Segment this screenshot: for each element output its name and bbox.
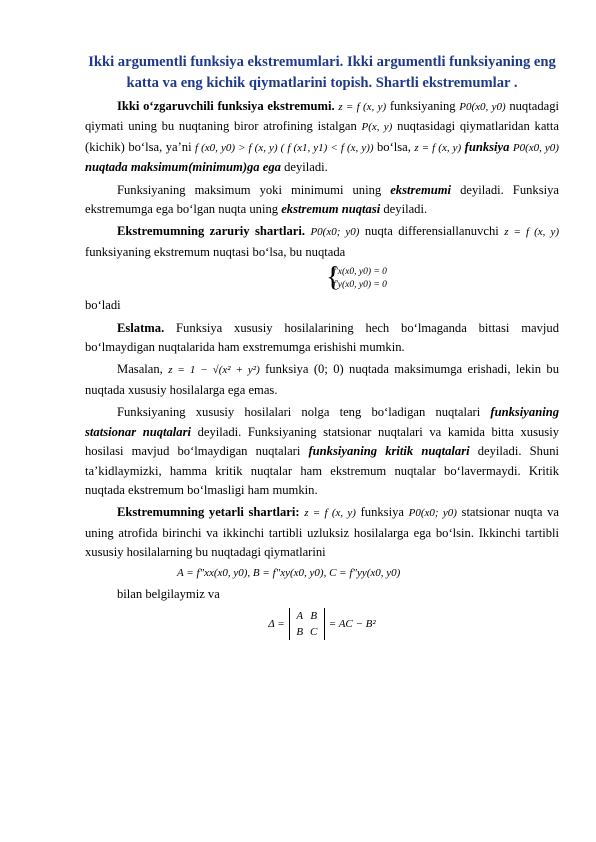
text: funksiya (0; 0) nuqtada maksimumga erishadi, lekin bu nuqtada xususiy hosilalarga ega emas. — [85, 362, 560, 397]
text: funksiyaning ekstremum nuqtasi bo‘lsa, bu nuqtada — [85, 244, 346, 259]
matrix-cell: C — [310, 625, 318, 638]
formula: z = f (x, y) — [414, 141, 462, 154]
document-page — [85, 52, 559, 644]
formula: z = f (x, y) — [304, 507, 356, 520]
matrix — [289, 608, 325, 640]
formula: P0(x0, y0) — [512, 141, 559, 154]
section-heading: Ekstremumning yetarli shartlari: — [117, 505, 300, 520]
text: nuqtasidagi qiymatlaridan katta (kichik) bo‘lsa, ya’ni — [85, 119, 559, 154]
formula: z = f (x, y) — [338, 101, 387, 113]
paragraph-definition — [85, 97, 559, 178]
paragraph-necessary — [85, 222, 559, 262]
definition-heading: Ikki o‘zgaruvchili funksiya ekstremumi. — [117, 99, 335, 113]
section-heading: Ekstremumning zaruriy shartlari. — [117, 224, 305, 239]
text: nuqtadagi qiymati uning bu nuqtaning biror atrofining istalgan — [85, 99, 559, 134]
term: ekstremum nuqtasi — [281, 202, 381, 217]
paragraph-extremum — [85, 181, 559, 220]
text: funksiya — [355, 505, 409, 520]
paragraph-sufficient — [85, 503, 559, 562]
formula: P0(x0; y0) — [310, 226, 360, 239]
text: Funksiyaning xususiy hosilalari nolga teng bo‘ladigan nuqtalari — [117, 405, 491, 420]
formula: P(x, y) — [361, 121, 393, 134]
brace-icon: { — [326, 262, 340, 294]
matrix-cell: B — [296, 625, 304, 638]
text: Funksiyaning maksimum yoki minimumi uning — [117, 182, 391, 197]
term: ekstremumi — [390, 182, 452, 197]
equation: f′x(x0, y0) = 0 — [333, 267, 387, 278]
paragraph-stationary — [85, 403, 559, 500]
delta-symbol: Δ = — [268, 617, 285, 630]
page-title: Ikki argumentli funksiya ekstremumlari. Ikki argumentli funksiyaning eng katta va eng kichik qiymatlarini topish. Shartli ekstremumlar . — [88, 54, 556, 91]
formula: z = 1 − √(x² + y²) — [168, 364, 260, 377]
text: bo‘lsa, — [373, 139, 415, 154]
text-line: bo‘ladi — [85, 298, 121, 313]
equation-system — [85, 262, 559, 296]
text: statsionar nuqta va uning atrofida birinchi va ikkinchi tartibli uzluksiz hosilalarga ega bo‘lsin. Ikkinchi tartibli xususiy hosilalarning bu nuqtadagi qiymatlarini — [85, 505, 559, 560]
text: Funksiya xususiy hosilalarining hech bo‘lmaganda bittasi mavjud bo‘lmaydigan nuqtalarida ham exstremumga erishishi mumkin. — [85, 320, 559, 355]
term: funksiyaning statsionar nuqtalari — [85, 405, 559, 439]
text: deyiladi. Funksiyaning statsionar nuqtalari va kamida bitta xususiy hosilasi mavjud bo‘lmaydigan nuqtalari — [85, 424, 559, 459]
text: deyiladi. Shuni ta’kidlaymizki, hamma kritik nuqtalar ham ekstremum nuqtalar bo‘lavermaydi. Kritik nuqtada ekstremum bo‘lmasligi ham mumkin. — [85, 444, 559, 497]
paragraph-example — [85, 360, 559, 400]
system-block — [326, 262, 387, 294]
text: funksiyaning — [386, 99, 460, 113]
text: deyiladi. — [280, 160, 328, 175]
formula: z = f (x, y) — [504, 226, 559, 239]
emphasis-text: funksiya — [461, 139, 513, 154]
formula: P0(x0, y0) — [459, 101, 506, 113]
determinant-formula — [85, 608, 559, 640]
matrix-cell: B — [310, 609, 318, 622]
text-line: bilan belgilaymiz va — [117, 586, 220, 601]
text: deyiladi. — [380, 202, 428, 217]
matrix-cell: A — [296, 609, 304, 622]
remark-heading: Eslatma. — [117, 320, 165, 335]
formula: f (x0, y0) > f (x, y) ( f (x1, y1) < f (x, y)) — [195, 141, 374, 154]
text: nuqta differensiallanuvchi — [359, 224, 505, 239]
paragraph-remark — [85, 319, 559, 358]
second-derivatives-formula: A = f″xx(x0, y0), B = f″xy(x0, y0), C = f″yy(x0, y0) — [177, 566, 401, 579]
emphasis-text: nuqtada maksimum(minimum)ga ega — [85, 160, 281, 175]
term: funksiyaning kritik nuqtalari — [308, 444, 470, 459]
text: deyiladi. Funksiya ekstremumga ega bo‘lgan nuqta uning — [85, 182, 559, 217]
text: Masalan, — [117, 362, 169, 377]
determinant-result: = AC − B² — [328, 617, 376, 630]
equation: f′y(x0, y0) = 0 — [333, 280, 387, 291]
formula: P0(x0; y0) — [408, 507, 457, 520]
